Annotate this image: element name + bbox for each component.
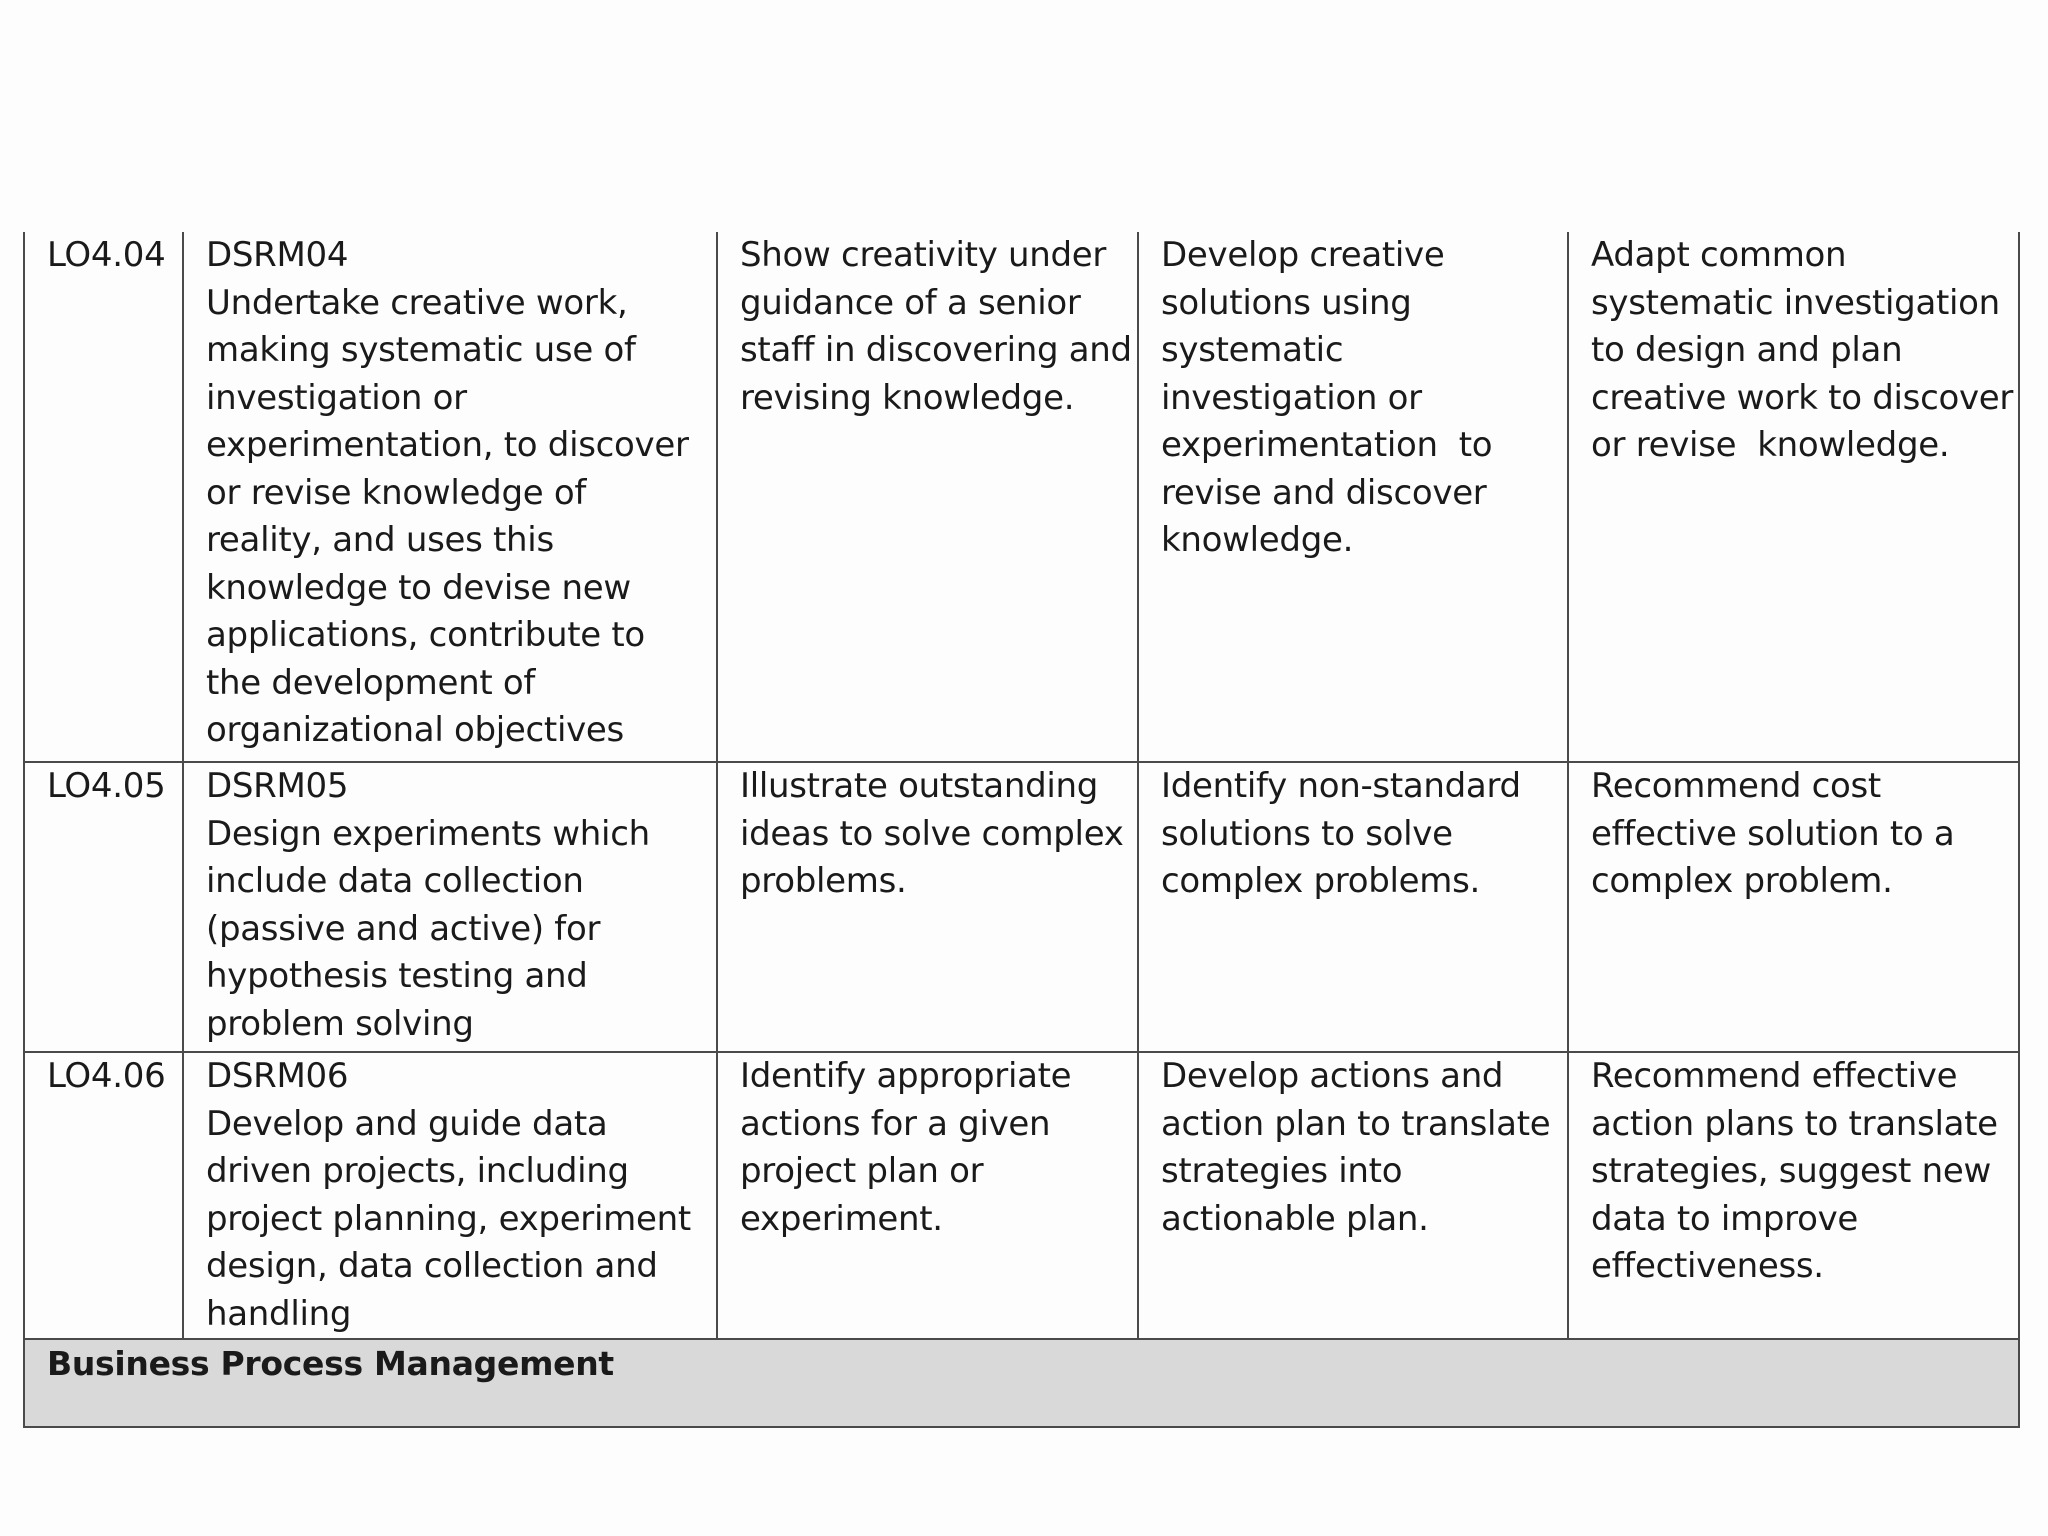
competency-cell bbox=[183, 1052, 717, 1339]
table-row bbox=[24, 1052, 2019, 1339]
level-3-cell bbox=[1568, 232, 2024, 762]
level-3-cell bbox=[1568, 762, 2019, 1052]
competency-cell bbox=[183, 232, 717, 762]
competency-id: DSRM04 bbox=[206, 235, 349, 275]
level-1-cell bbox=[717, 762, 1138, 1052]
outcome-code-cell bbox=[24, 762, 183, 1052]
level-2-description: Develop actions and action plan to translate strategies into actionable plan. bbox=[1161, 1056, 1561, 1239]
level-2-cell bbox=[1138, 762, 1568, 1052]
level-3-description: Adapt common systematic investigation to design and plan creative work to discover or revise knowledge. bbox=[1591, 235, 2024, 465]
level-1-description: Show creativity under guidance of a senior staff in discovering and revising knowledge. bbox=[740, 235, 1143, 418]
level-3-cell bbox=[1568, 1052, 2019, 1339]
level-3-description: Recommend effective action plans to translate strategies, suggest new data to improve effectiveness. bbox=[1591, 1056, 2009, 1286]
section-heading-row bbox=[24, 1339, 2019, 1427]
level-2-description: Identify non-standard solutions to solve complex problems. bbox=[1161, 766, 1532, 901]
section-heading: Business Process Management bbox=[47, 1344, 614, 1383]
table-row bbox=[24, 232, 2019, 762]
level-1-cell bbox=[717, 1052, 1138, 1339]
level-3-description: Recommend cost effective solution to a complex problem. bbox=[1591, 766, 1965, 901]
table-row bbox=[24, 762, 2019, 1052]
outcome-code: LO4.05 bbox=[47, 766, 166, 806]
level-2-cell bbox=[1138, 232, 1568, 762]
competency-description: Develop and guide data driven projects, including project planning, experiment design, data collection and handling bbox=[206, 1103, 702, 1334]
level-1-cell bbox=[717, 232, 1143, 762]
competency-cell bbox=[183, 762, 717, 1052]
competency-description: Undertake creative work, making systematic use of investigation or experimentation, to discover or revise knowledge of reality, and uses this knowledge to devise new applications, contribute to the development of organizational objectives bbox=[206, 282, 700, 750]
section-heading-cell bbox=[24, 1339, 2019, 1427]
outcome-code-cell bbox=[24, 232, 183, 762]
outcome-code: LO4.04 bbox=[47, 235, 166, 275]
competency-id: DSRM06 bbox=[206, 1056, 349, 1096]
outcome-code-cell bbox=[24, 1052, 183, 1339]
document-page bbox=[23, 232, 2024, 1428]
level-1-description: Identify appropriate actions for a given project plan or experiment. bbox=[740, 1056, 1082, 1239]
outcome-code: LO4.06 bbox=[47, 1056, 166, 1096]
competency-description: Design experiments which include data collection (passive and active) for hypothesis testing and problem solving bbox=[206, 813, 661, 1044]
level-2-description: Develop creative solutions using systematic investigation or experimentation to revise and discover knowledge. bbox=[1161, 235, 1503, 560]
level-2-cell bbox=[1138, 1052, 1568, 1339]
competency-id: DSRM05 bbox=[206, 766, 349, 806]
level-1-description: Illustrate outstanding ideas to solve complex problems. bbox=[740, 766, 1135, 901]
learning-outcomes-table bbox=[23, 232, 2024, 1428]
